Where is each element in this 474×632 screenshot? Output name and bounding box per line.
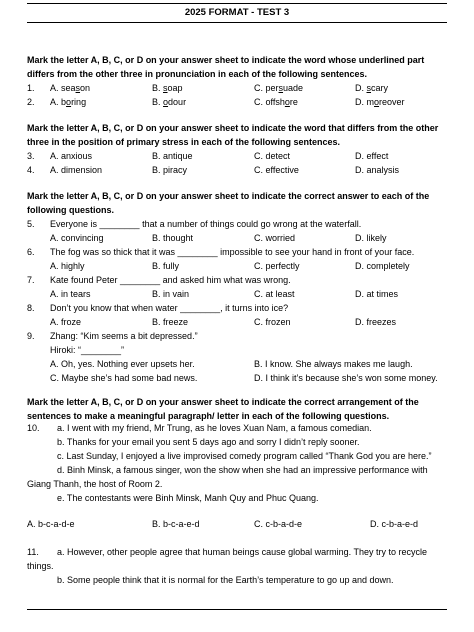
question-stem: The fog was so thick that it was ________ impossible to see your hand in front of your face.: [50, 247, 415, 257]
question-number: 5.: [27, 219, 35, 229]
question-stem: Kate found Peter ________ and asked him what was wrong.: [50, 275, 291, 285]
sentence-e: e. The contestants were Binh Minsk, Manh Quy and Phuc Quang.: [57, 493, 319, 503]
option-a[interactable]: A. dimension: [50, 165, 103, 175]
question-9-options-ab: [27, 357, 457, 371]
question-10-options: [27, 517, 457, 531]
question-10-d: [27, 463, 457, 477]
option-d[interactable]: D. moreover: [355, 97, 405, 107]
option-d[interactable]: D. at times: [355, 289, 399, 299]
question-9-line1: [27, 329, 457, 343]
question-6-stem: [27, 245, 457, 259]
question-5-options: [27, 231, 457, 245]
question-8-options: [27, 315, 457, 329]
bottom-rule: [27, 609, 447, 610]
option-a[interactable]: A. in tears: [50, 289, 91, 299]
question-stem: Don’t you know that when water ________, it turns into ice?: [50, 303, 289, 313]
question-number: 2.: [27, 97, 35, 107]
correct-answer-instruction: Mark the letter A, B, C, or D on your answer sheet to indicate the correct answer to each of the following questions.: [27, 191, 430, 215]
question-11-a: [27, 545, 457, 559]
sentence-b: b. Some people think that it is normal for the Earth’s temperature to go up and down.: [57, 575, 394, 585]
option-c[interactable]: C. effective: [254, 165, 299, 175]
question-number: 10.: [27, 423, 40, 433]
question-10-b: [27, 435, 457, 449]
question-number: 3.: [27, 151, 35, 161]
option-d[interactable]: D. effect: [355, 151, 389, 161]
sentence-d-continued: Giang Thanh, the host of Room 2.: [27, 479, 163, 489]
option-a[interactable]: A. froze: [50, 317, 82, 327]
sentence-a-continued: things.: [27, 561, 54, 571]
page-title: 2025 FORMAT - TEST 3: [184, 7, 290, 18]
option-b[interactable]: B. fully: [152, 261, 180, 271]
sentence-b: b. Thanks for your email you sent 5 days ago and sorry I didn’t reply sooner.: [57, 437, 360, 447]
option-d[interactable]: D. freezes: [355, 317, 397, 327]
arrangement-instruction: Mark the letter A, B, C, or D on your answer sheet to indicate the correct arrangement of the sentences to make a meaningful paragraph/ letter in each of the following questions.: [27, 397, 419, 421]
option-d[interactable]: D. likely: [355, 233, 387, 243]
question-stem: Everyone is ________ that a number of things could go wrong at the waterfall.: [50, 219, 362, 229]
option-a[interactable]: A. convincing: [50, 233, 104, 243]
question-3: [27, 149, 457, 163]
question-1: [27, 81, 457, 95]
option-b[interactable]: B. piracy: [152, 165, 188, 175]
option-b[interactable]: B. antique: [152, 151, 193, 161]
question-9-line2: [27, 343, 457, 357]
question-number: 6.: [27, 247, 35, 257]
option-a[interactable]: A. highly: [50, 261, 85, 271]
question-number: 1.: [27, 83, 35, 93]
sentence-a: a. I went with my friend, Mr Trung, as he loves Xuan Nam, a famous comedian.: [57, 423, 372, 433]
question-10-e: [27, 491, 457, 505]
question-number: 7.: [27, 275, 35, 285]
question-10-a: [27, 421, 457, 435]
dialogue-line: Hiroki: “________”: [50, 345, 125, 355]
option-b[interactable]: B. freeze: [152, 317, 189, 327]
option-c[interactable]: C. offshore: [254, 97, 298, 107]
option-a[interactable]: A. boring: [50, 97, 87, 107]
question-number: 8.: [27, 303, 35, 313]
question-7-options: [27, 287, 457, 301]
option-b[interactable]: B. b-c-a-e-d: [152, 519, 200, 529]
stress-instruction: Mark the letter A, B, C, or D on your answer sheet to indicate the word that differs from the other three in the position of primary stress in each of the following sentences.: [27, 123, 439, 147]
option-c[interactable]: C. frozen: [254, 317, 291, 327]
option-d[interactable]: D. analysis: [355, 165, 400, 175]
option-b[interactable]: B. in vain: [152, 289, 190, 299]
question-number: 4.: [27, 165, 35, 175]
option-c[interactable]: C. Maybe she’s had some bad news.: [50, 373, 198, 383]
option-c[interactable]: C. detect: [254, 151, 291, 161]
option-a[interactable]: A. anxious: [50, 151, 93, 161]
top-rule: [27, 3, 447, 4]
sentence-a: a. However, other people agree that human beings cause global warming. They try to recycle: [57, 547, 428, 557]
option-d[interactable]: D. c-b-a-e-d: [370, 519, 419, 529]
option-a[interactable]: A. Oh, yes. Nothing ever upsets her.: [50, 359, 195, 369]
pronunciation-instruction: Mark the letter A, B, C, or D on your answer sheet to indicate the word whose underlined part differs from the other three in pronunciation in each of the following sentences.: [27, 55, 425, 79]
option-c[interactable]: C. at least: [254, 289, 295, 299]
option-b[interactable]: B. soap: [152, 83, 183, 93]
question-7-stem: [27, 273, 457, 287]
option-b[interactable]: B. odour: [152, 97, 187, 107]
option-d[interactable]: D. I think it’s because she’s won some money.: [254, 373, 438, 383]
sentence-c: c. Last Sunday, I enjoyed a live improvised comedy program called “Thank God you are here.”: [57, 451, 432, 461]
sentence-d: d. Binh Minsk, a famous singer, won the show when she had an impressive performance with: [57, 465, 428, 475]
question-10-c: [27, 449, 457, 463]
option-d[interactable]: D. completely: [355, 261, 410, 271]
question-10-d-cont: [27, 477, 457, 491]
option-c[interactable]: C. persuade: [254, 83, 304, 93]
question-9-options-cd: [27, 371, 457, 385]
option-b[interactable]: B. I know. She always makes me laugh.: [254, 359, 413, 369]
option-c[interactable]: C. perfectly: [254, 261, 300, 271]
question-number: 11.: [27, 547, 39, 557]
option-c[interactable]: C. worried: [254, 233, 296, 243]
option-a[interactable]: A. b-c-a-d-e: [27, 519, 75, 529]
question-11-b: [27, 573, 457, 587]
option-a[interactable]: A. season: [50, 83, 91, 93]
question-4: [27, 163, 457, 177]
option-c[interactable]: C. c-b-a-d-e: [254, 519, 303, 529]
dialogue-line: Zhang: “Kim seems a bit depressed.”: [50, 331, 198, 341]
question-11-a-cont: [27, 559, 457, 573]
option-b[interactable]: B. thought: [152, 233, 194, 243]
question-2: [27, 95, 457, 109]
option-d[interactable]: D. scary: [355, 83, 389, 93]
question-5-stem: [27, 217, 457, 231]
title-rule: [27, 22, 447, 23]
question-number: 9.: [27, 331, 35, 341]
question-6-options: [27, 259, 457, 273]
question-8-stem: [27, 301, 457, 315]
